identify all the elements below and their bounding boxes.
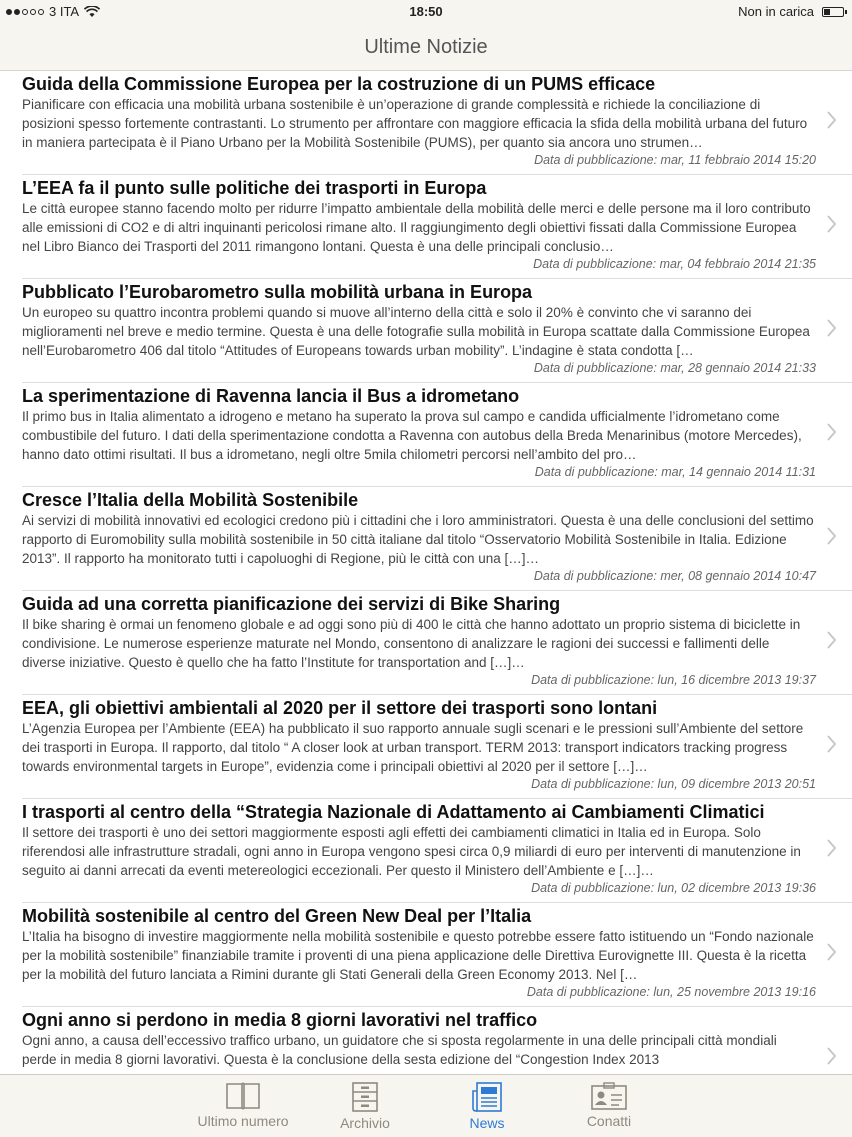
tab-label: Ultimo numero [197,1113,289,1129]
news-title: Pubblicato l’Eurobarometro sulla mobilità urbana in Europa [22,282,533,302]
news-list-item[interactable] [22,71,852,175]
news-date: Data di pubblicazione: mer, 08 gennaio 2014 10:47 [533,569,816,583]
chevron-right-icon [826,525,838,547]
news-title: Guida ad una corretta pianificazione dei servizi di Bike Sharing [22,594,561,614]
news-list[interactable] [0,71,852,1074]
chevron-right-icon [826,213,838,235]
news-date: Data di pubblicazione: lun, 25 novembre 2013 19:16 [526,985,816,999]
tab-archivio[interactable] [304,1075,426,1137]
news-summary: Ogni anno, a causa dell’eccessivo traffico urbano, un guidatore che si sposta regolarmente in una delle principali città mondiali perde in media 8 giorni lavorativi. Questa è la conclusione della sesta edizione del “Congestion Index 2013 [22,1033,777,1067]
chevron-right-icon [826,837,838,859]
news-date: Data di pubblicazione: mar, 14 gennaio 2014 11:31 [534,465,816,479]
news-date: Data di pubblicazione: lun, 09 dicembre 2013 20:51 [531,777,816,791]
news-list-item[interactable] [22,799,852,903]
news-summary: Ai servizi di mobilità innovativi ed ecologici credono più i cittadini che i loro amministratori. Questa è una delle conclusioni del settimo rapporto di Euromobility sulla mobilità sostenibile in 50 città italiane dal titolo “Osservatorio Mobilità Sostenibile in Italia. Edizione 2013”. Il rapporto ha monitorato tutti i capoluoghi di Regione, più le città con una […]… [22,513,814,566]
chevron-right-icon [826,1045,838,1067]
tab-news[interactable] [426,1075,548,1137]
news-title: La sperimentazione di Ravenna lancia il Bus a idrometano [22,386,520,406]
tab-label: Conatti [586,1113,632,1129]
news-title: Mobilità sostenibile al centro del Green New Deal per l’Italia [22,906,532,926]
news-date: Data di pubblicazione: mar, 28 gennaio 2014 21:33 [533,361,816,375]
news-date: Data di pubblicazione: mar, 04 febbraio 2014 21:35 [533,257,816,271]
news-list-item[interactable] [22,903,852,1007]
news-list-item[interactable] [22,1007,852,1074]
tab-label: Archivio [340,1115,390,1131]
news-list-item[interactable] [22,487,852,591]
chevron-right-icon [826,109,838,131]
news-title: EEA, gli obiettivi ambientali al 2020 per il settore dei trasporti sono lontani [22,698,658,718]
status-bar [0,0,852,24]
archive-icon [350,1081,380,1113]
newspaper-icon [470,1081,504,1113]
news-summary: L’Italia ha bisogno di investire maggiormente nella mobilità sostenibile e questo potrebbe essere fatto istituendo un “Fondo nazionale per la mobilità sostenibile” finanziabile tramite i proventi di una piena applicazione delle Direttiva Eurovignette III. Questa è la ricetta per la mobilità del futuro lanciata a Rimini durante gli Stati Generali della Green Economy 2013. Nel [… [22,929,814,982]
news-date: Data di pubblicazione: lun, 16 dicembre 2013 19:37 [531,673,816,687]
news-summary: Il bike sharing è ormai un fenomeno globale e ad oggi sono più di 400 le città che hanno adottato un proprio sistema di biciclette in condivisione. Le numerose esperienze maturate nel Mondo, consentono di analizzare le ragioni dei successi e fallimenti delle diverse iniziative. Questo è quello che ha fatto l’Institute for transportation and […]… [22,617,801,670]
battery-icon [822,7,844,17]
carrier-name: 3 ITA [49,4,80,19]
tab-contatti[interactable] [548,1075,670,1137]
news-title: Guida della Commissione Europea per la costruzione di un PUMS efficace [22,74,656,94]
news-date: Data di pubblicazione: mar, 11 febbraio 2014 15:20 [534,153,816,167]
page-title: Ultime Notizie [364,36,488,58]
news-title: L’EEA fa il punto sulle politiche dei trasporti in Europa [22,178,487,198]
chevron-right-icon [826,317,838,339]
book-icon [225,1081,261,1111]
status-right [738,4,844,19]
chevron-right-icon [826,733,838,755]
news-summary: Un europeo su quattro incontra problemi quando si muove all’interno della città e solo il 20% è convinto che vi saranno dei miglioramenti nel breve e medio termine. Questa è una delle fotografie sulla mobilità in Europa scattate dalla Commissione Europea nell’Eurobarometro 406 dal titolo “Attitudes of Europeans towards urban mobility”. L’indagine è stata condotta [… [22,305,810,358]
navigation-bar [0,24,852,71]
charging-status: Non in carica [738,4,814,19]
tab-ultimo-numero[interactable] [182,1075,304,1137]
news-title: I trasporti al centro della “Strategia Nazionale di Adattamento ai Cambiamenti Climatici [22,802,765,822]
status-time: 18:50 [409,4,443,19]
news-summary: Il primo bus in Italia alimentato a idrogeno e metano ha superato la prova sul campo e candida ufficialmente l’idrometano come combustibile del futuro. I dati della sperimentazione condotta a Ravenna con autobus della Breda Menarinibus (motore Mercedes), hanno dato ottimi risultati. Il bus a idrometano, negli oltre 5mila chilometri percorsi nell’ambito del pro… [22,409,802,462]
news-list-item[interactable] [22,695,852,799]
news-list-item[interactable] [22,279,852,383]
news-title: Cresce l’Italia della Mobilità Sostenibile [22,490,359,510]
news-summary: L’Agenzia Europea per l’Ambiente (EEA) ha pubblicato il suo rapporto annuale sugli scenari e le pressioni sull’Ambiente del settore dei trasporti in Europa. Il rapporto, dal titolo “ A closer look at urban transport. TERM 2013: transport indicators tracking progress towards environmental targets in Europe”, evidenzia come i principali obiettivi al 2020 per il settore […]… [22,721,804,774]
chevron-right-icon [826,421,838,443]
tab-bar [0,1074,852,1137]
news-date: Data di pubblicazione: lun, 02 dicembre 2013 19:36 [531,881,816,895]
news-summary: Il settore dei trasporti è uno dei settori maggiormente esposti agli effetti dei cambiamenti climatici in Italia ed in Europa. Solo riferendosi alle infrastrutture stradali, ogni anno in Europa vengono spesi circa 0,9 miliardi di euro per interventi di manutenzione in seguito ai danni arrecati da eventi metereologici eccezionali. Per questo il Ministero dell’Ambiente e […]… [22,825,801,878]
news-summary: Pianificare con efficacia una mobilità urbana sostenibile è un’operazione di grande complessità e richiede la conciliazione di posizioni spesso fortemente contrastanti. Lo strumento per affrontare con maggiore efficacia la sfida della mobilità urbana del futuro in maniera partecipata è il Piano Urbano per la Mobilità Sostenibile (PUMS), per quanto sia ancora uno strumen… [22,97,808,150]
news-title: Ogni anno si perdono in media 8 giorni lavorativi nel traffico [22,1010,538,1030]
news-list-item[interactable] [22,383,852,487]
news-summary: Le città europee stanno facendo molto per ridurre l’impatto ambientale della mobilità delle merci e delle persone ma il loro contributo alle emissioni di CO2 e di altri inquinanti pericolosi rimane alto. Il raggiungimento degli obiettivi fissati dalla Commissione Europea nel Libro Bianco dei Trasporti del 2011 rimangono lontani. Questa è una delle principali conclusio… [22,201,811,254]
chevron-right-icon [826,941,838,963]
chevron-right-icon [826,629,838,651]
news-list-item[interactable] [22,591,852,695]
tab-label: News [469,1115,505,1131]
news-list-item[interactable] [22,175,852,279]
contact-card-icon [590,1081,628,1111]
